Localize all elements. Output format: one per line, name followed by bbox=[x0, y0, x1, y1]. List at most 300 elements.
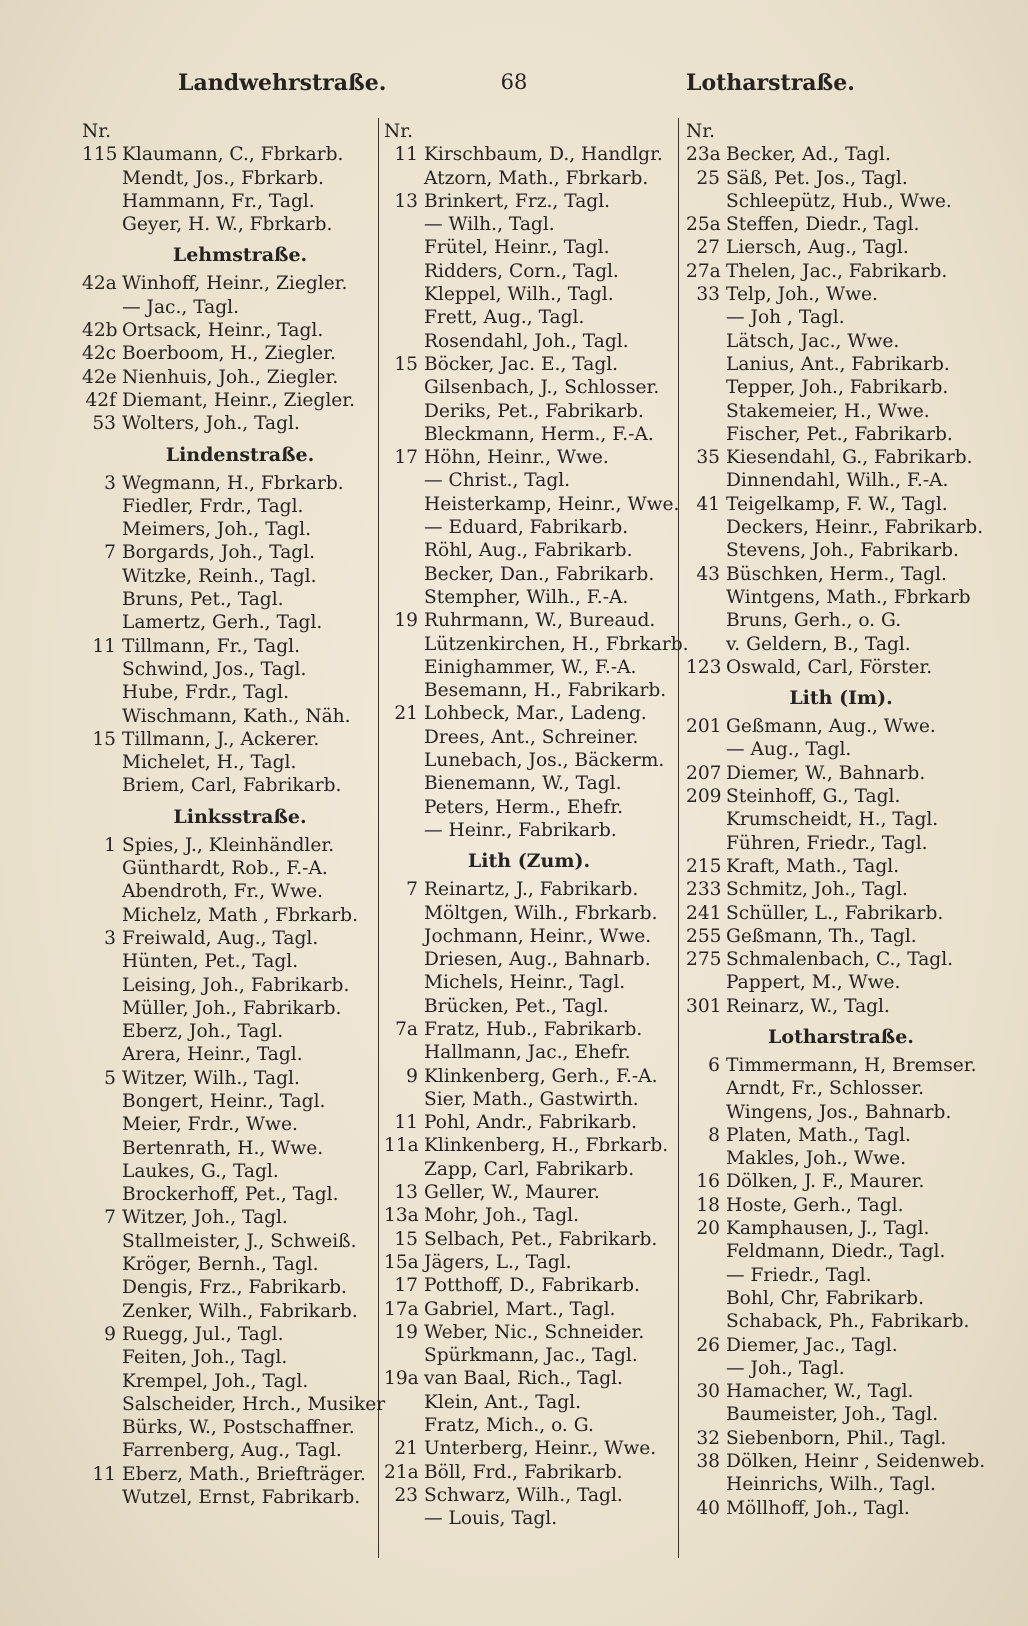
resident-name: Dölken, Heinr , Seidenweb. bbox=[726, 1451, 986, 1473]
house-number bbox=[384, 819, 424, 842]
resident-entry bbox=[82, 1253, 378, 1276]
house-number: 123 bbox=[686, 656, 722, 678]
resident-name: Lanius, Ant., Fabrikarb. bbox=[726, 353, 950, 375]
resident-name: Mendt, Jos., Fbrkarb. bbox=[122, 167, 324, 189]
house-number: 25 bbox=[696, 167, 720, 189]
resident-name: Bruns, Pet., Tagl. bbox=[122, 589, 284, 611]
resident-name: Reinarz, W., Tagl. bbox=[726, 995, 890, 1017]
resident-name: Bohl, Chr, Fabrikarb. bbox=[726, 1287, 924, 1309]
resident-name: v. Geldern, B., Tagl. bbox=[726, 633, 911, 655]
resident-name: Diemer, W., Bahnarb. bbox=[726, 762, 926, 784]
house-number bbox=[384, 772, 424, 795]
directory-column-2 bbox=[384, 120, 689, 1531]
resident-entry bbox=[82, 518, 378, 541]
resident-name: Schmitz, Joh., Tagl. bbox=[726, 879, 908, 901]
house-number bbox=[686, 423, 726, 446]
house-number bbox=[82, 1230, 122, 1253]
resident-name: Zenker, Wilh., Fabrikarb. bbox=[122, 1300, 358, 1322]
resident-name: Dinnendahl, Wilh., F.-A. bbox=[726, 470, 949, 492]
house-number: 7 bbox=[104, 1207, 116, 1229]
resident-entry bbox=[82, 342, 378, 365]
resident-entry bbox=[82, 635, 378, 658]
resident-name: Frett, Aug., Tagl. bbox=[424, 307, 585, 329]
resident-name: Steinhoff, G., Tagl. bbox=[726, 786, 901, 808]
resident-entry bbox=[384, 948, 674, 971]
house-number: 42c bbox=[82, 343, 117, 365]
house-number bbox=[384, 213, 424, 236]
resident-entry bbox=[384, 446, 674, 469]
resident-name: Hube, Frdr., Tagl. bbox=[122, 682, 289, 704]
house-number: 40 bbox=[696, 1497, 720, 1519]
resident-entry bbox=[82, 1300, 378, 1323]
house-number bbox=[384, 167, 424, 190]
resident-entry bbox=[82, 774, 378, 797]
house-number bbox=[384, 400, 424, 423]
resident-name: Boerboom, H., Ziegler. bbox=[122, 343, 336, 365]
resident-entry bbox=[384, 376, 674, 399]
house-number bbox=[82, 1439, 122, 1462]
house-number: 42b bbox=[82, 320, 118, 342]
house-number bbox=[82, 1346, 122, 1369]
resident-entry bbox=[384, 353, 674, 376]
resident-entry bbox=[686, 995, 996, 1018]
house-number: 5 bbox=[104, 1067, 116, 1089]
resident-entry bbox=[384, 1484, 674, 1507]
resident-name: Abendroth, Fr., Wwe. bbox=[122, 881, 323, 903]
house-number bbox=[686, 609, 726, 632]
resident-name: Wingens, Jos., Bahnarb. bbox=[726, 1101, 952, 1123]
house-number bbox=[82, 1090, 122, 1113]
resident-entry bbox=[384, 493, 680, 516]
resident-name: Hünten, Pet., Tagl. bbox=[122, 951, 299, 973]
resident-name: Krumscheidt, H., Tagl. bbox=[726, 809, 939, 831]
resident-entry bbox=[686, 948, 996, 971]
resident-entry bbox=[384, 1228, 674, 1251]
resident-entry bbox=[686, 1101, 996, 1124]
resident-name: Peters, Herm., Ehefr. bbox=[424, 796, 624, 818]
resident-entry bbox=[384, 1088, 674, 1111]
resident-name: Stallmeister, J., Schweiß. bbox=[122, 1230, 357, 1252]
directory-column-1 bbox=[82, 120, 386, 1509]
resident-entry bbox=[384, 971, 674, 994]
street-heading: Lotharstraße. bbox=[768, 1025, 914, 1048]
resident-entry bbox=[82, 167, 378, 190]
resident-name: Klinkenberg, Gerh., F.-A. bbox=[424, 1065, 658, 1087]
house-number: 21 bbox=[394, 1438, 418, 1460]
header-left-street: Landwehrstraße. bbox=[178, 70, 387, 96]
resident-name: Zapp, Carl, Fabrikarb. bbox=[424, 1158, 635, 1180]
resident-name: Thelen, Jac., Fabrikarb. bbox=[726, 260, 948, 282]
house-number bbox=[384, 563, 424, 586]
house-number: 215 bbox=[686, 855, 722, 877]
resident-entry bbox=[384, 772, 674, 795]
resident-name: Becker, Ad., Tagl. bbox=[726, 144, 891, 166]
house-number bbox=[686, 516, 726, 539]
house-number bbox=[82, 997, 122, 1020]
house-number bbox=[384, 330, 424, 353]
resident-entry bbox=[82, 681, 378, 704]
resident-entry bbox=[384, 1507, 674, 1530]
house-number: 17a bbox=[384, 1298, 419, 1320]
house-number bbox=[82, 1043, 122, 1066]
resident-name: Ruhrmann, W., Bureaud. bbox=[424, 610, 656, 632]
house-number bbox=[384, 796, 424, 819]
house-number: 15 bbox=[394, 1228, 418, 1250]
resident-name: Deckers, Heinr., Fabrikarb. bbox=[726, 517, 984, 539]
resident-name: Dengis, Frz., Fabrikarb. bbox=[122, 1277, 347, 1299]
resident-entry bbox=[82, 190, 378, 213]
resident-entry bbox=[686, 1473, 996, 1496]
resident-entry bbox=[384, 1111, 674, 1134]
house-number bbox=[384, 1391, 424, 1414]
resident-entry bbox=[82, 857, 378, 880]
house-number: 42f bbox=[85, 389, 116, 411]
house-number bbox=[82, 190, 122, 213]
page-number: 68 bbox=[500, 70, 528, 94]
resident-entry bbox=[686, 1264, 996, 1287]
street-heading: Linksstraße. bbox=[173, 805, 307, 828]
column-divider bbox=[378, 118, 379, 1558]
house-number bbox=[384, 1088, 424, 1111]
resident-entry bbox=[686, 190, 996, 213]
resident-entry bbox=[384, 1134, 674, 1157]
resident-name: Lamertz, Gerh., Tagl. bbox=[122, 612, 323, 634]
resident-entry bbox=[82, 611, 378, 634]
house-number bbox=[82, 1486, 122, 1509]
house-number: 233 bbox=[686, 879, 722, 901]
resident-name: Tillmann, Fr., Tagl. bbox=[122, 635, 301, 657]
resident-entry bbox=[686, 1334, 996, 1357]
resident-name: Stevens, Joh., Fabrikarb. bbox=[726, 540, 959, 562]
resident-entry bbox=[686, 1077, 996, 1100]
resident-entry bbox=[686, 1380, 996, 1403]
resident-name: Weber, Nic., Schneider. bbox=[424, 1321, 645, 1343]
resident-name: Wolters, Joh., Tagl. bbox=[122, 413, 300, 435]
resident-entry bbox=[686, 353, 996, 376]
resident-name: Besemann, H., Fabrikarb. bbox=[424, 680, 667, 702]
resident-entry bbox=[82, 927, 378, 950]
resident-name: Wegmann, H., Fbrkarb. bbox=[122, 472, 344, 494]
resident-name: Klein, Ant., Tagl. bbox=[424, 1391, 581, 1413]
resident-entry bbox=[384, 260, 674, 283]
resident-name: Fratz, Hub., Fabrikarb. bbox=[424, 1018, 643, 1040]
resident-entry bbox=[82, 1113, 378, 1136]
resident-name: Atzorn, Math., Fbrkarb. bbox=[424, 167, 649, 189]
house-number: 15a bbox=[384, 1251, 419, 1273]
directory-column-3 bbox=[686, 120, 996, 1520]
resident-entry bbox=[686, 306, 996, 329]
resident-entry bbox=[686, 1217, 996, 1240]
house-number bbox=[384, 749, 424, 772]
resident-entry bbox=[384, 878, 674, 901]
resident-entry bbox=[686, 902, 996, 925]
house-number bbox=[384, 493, 424, 516]
house-number: 41 bbox=[696, 493, 720, 515]
resident-entry bbox=[686, 1357, 996, 1380]
resident-name: Baumeister, Joh., Tagl. bbox=[726, 1404, 939, 1426]
resident-name: Gilsenbach, J., Schlosser. bbox=[424, 377, 660, 399]
resident-entry bbox=[686, 143, 996, 166]
resident-name: Potthoff, D., Fabrikarb. bbox=[424, 1275, 640, 1297]
resident-entry bbox=[82, 904, 378, 927]
resident-name: Salscheider, Hrch., Musiker bbox=[122, 1393, 386, 1415]
house-number: 30 bbox=[696, 1381, 720, 1403]
resident-name: Kirschbaum, D., Handlgr. bbox=[424, 144, 663, 166]
resident-name: Leising, Joh., Fabrikarb. bbox=[122, 974, 350, 996]
resident-name: Schüller, L., Fabrikarb. bbox=[726, 902, 944, 924]
resident-name: Becker, Dan., Fabrikarb. bbox=[424, 563, 655, 585]
resident-name: Selbach, Pet., Fabrikarb. bbox=[424, 1228, 658, 1250]
resident-entry bbox=[384, 1251, 674, 1274]
house-number bbox=[82, 1160, 122, 1183]
resident-entry bbox=[82, 412, 378, 435]
resident-entry bbox=[82, 1323, 378, 1346]
resident-entry bbox=[384, 1344, 674, 1367]
column-number-label bbox=[384, 120, 674, 143]
resident-entry bbox=[82, 296, 378, 319]
resident-entry bbox=[384, 236, 674, 259]
house-number: 7 bbox=[406, 879, 418, 901]
house-number bbox=[82, 1300, 122, 1323]
resident-name: Schaback, Ph., Fabrikarb. bbox=[726, 1311, 970, 1333]
resident-name: Diemer, Jac., Tagl. bbox=[726, 1334, 898, 1356]
resident-entry bbox=[686, 1170, 996, 1193]
resident-name: Steffen, Diedr., Tagl. bbox=[726, 214, 920, 236]
house-number bbox=[384, 1344, 424, 1367]
house-number bbox=[82, 611, 122, 634]
house-number: 42a bbox=[82, 273, 117, 295]
resident-name: Kleppel, Wilh., Tagl. bbox=[424, 284, 614, 306]
house-number: 21 bbox=[394, 703, 418, 725]
resident-entry bbox=[384, 1414, 674, 1437]
resident-entry bbox=[82, 1439, 378, 1462]
house-number: 42e bbox=[82, 366, 117, 388]
resident-entry bbox=[82, 1206, 378, 1229]
resident-name: Meimers, Joh., Tagl. bbox=[122, 519, 312, 541]
resident-entry bbox=[384, 469, 674, 492]
resident-name: Wintgens, Math., Fbrkarb bbox=[726, 586, 971, 608]
house-number: 255 bbox=[686, 925, 722, 947]
house-number bbox=[384, 539, 424, 562]
resident-name: Einighammer, W., F.-A. bbox=[424, 656, 637, 678]
house-number: 11 bbox=[394, 1112, 418, 1134]
house-number: 201 bbox=[686, 716, 722, 738]
resident-entry bbox=[686, 1124, 996, 1147]
resident-name: Heisterkamp, Heinr., Wwe. bbox=[424, 493, 680, 515]
house-number bbox=[686, 1240, 726, 1263]
house-number bbox=[384, 1041, 424, 1064]
house-number: Nr. bbox=[686, 121, 716, 142]
resident-name: Hamacher, W., Tagl. bbox=[726, 1381, 914, 1403]
resident-entry bbox=[686, 656, 996, 679]
resident-name: Säß, Pet. Jos., Tagl. bbox=[726, 167, 908, 189]
house-number: 1 bbox=[104, 834, 116, 856]
resident-name: Arera, Heinr., Tagl. bbox=[122, 1044, 303, 1066]
house-number bbox=[686, 1473, 726, 1496]
resident-entry bbox=[384, 330, 674, 353]
house-number bbox=[82, 1276, 122, 1299]
house-number: 38 bbox=[696, 1451, 720, 1473]
resident-name: Hoste, Gerh., Tagl. bbox=[726, 1194, 904, 1216]
house-number bbox=[686, 1147, 726, 1170]
resident-name: Mohr, Joh., Tagl. bbox=[424, 1205, 580, 1227]
house-number: 13a bbox=[384, 1205, 419, 1227]
resident-entry bbox=[384, 796, 674, 819]
resident-name: Sier, Math., Gastwirth. bbox=[424, 1088, 639, 1110]
house-number: 11 bbox=[92, 1463, 116, 1485]
resident-name: Deriks, Pet., Fabrikarb. bbox=[424, 400, 644, 422]
house-number: 32 bbox=[696, 1427, 720, 1449]
resident-name: Dölken, J. F., Maurer. bbox=[726, 1171, 925, 1193]
house-number bbox=[686, 808, 726, 831]
resident-name: Ridders, Corn., Tagl. bbox=[424, 260, 619, 282]
resident-name: Witzer, Joh., Tagl. bbox=[122, 1207, 288, 1229]
resident-name: Platen, Math., Tagl. bbox=[726, 1124, 911, 1146]
resident-entry bbox=[686, 1450, 996, 1473]
resident-name: Schleepütz, Hub., Wwe. bbox=[726, 190, 952, 212]
resident-name: Kröger, Bernh., Tagl. bbox=[122, 1254, 319, 1276]
resident-name: Geßmann, Aug., Wwe. bbox=[726, 716, 936, 738]
resident-name: Spürkmann, Jac., Tagl. bbox=[424, 1345, 638, 1367]
resident-name: Drees, Ant., Schreiner. bbox=[424, 726, 639, 748]
house-number bbox=[686, 400, 726, 423]
resident-entry bbox=[686, 855, 996, 878]
resident-name: Schmalenbach, C., Tagl. bbox=[726, 949, 954, 971]
resident-name: — Louis, Tagl. bbox=[424, 1508, 558, 1530]
resident-name: — Joh., Tagl. bbox=[726, 1357, 845, 1379]
resident-name: — Wilh., Tagl. bbox=[424, 214, 555, 236]
resident-name: Driesen, Aug., Bahnarb. bbox=[424, 949, 651, 971]
resident-name: Ortsack, Heinr., Tagl. bbox=[122, 320, 324, 342]
resident-name: Pappert, M., Wwe. bbox=[726, 972, 901, 994]
house-number bbox=[82, 950, 122, 973]
house-number: 17 bbox=[394, 1275, 418, 1297]
resident-name: Teigelkamp, F. W., Tagl. bbox=[726, 493, 948, 515]
house-number: 301 bbox=[686, 995, 722, 1017]
resident-name: Eberz, Joh., Tagl. bbox=[122, 1021, 284, 1043]
resident-entry bbox=[82, 389, 378, 412]
resident-entry bbox=[384, 925, 674, 948]
resident-name: Meier, Frdr., Wwe. bbox=[122, 1114, 298, 1136]
house-number: 11a bbox=[384, 1135, 419, 1157]
house-number: 27a bbox=[686, 260, 721, 282]
house-number: 27 bbox=[696, 237, 720, 259]
resident-name: Führen, Friedr., Tagl. bbox=[726, 832, 928, 854]
resident-name: Bleckmann, Herm., F.-A. bbox=[424, 423, 654, 445]
house-number: Nr. bbox=[82, 121, 112, 142]
resident-entry bbox=[82, 834, 378, 857]
resident-entry bbox=[686, 1240, 996, 1263]
resident-name: Kiesendahl, G., Fabrikarb. bbox=[726, 447, 973, 469]
resident-name: Tillmann, J., Ackerer. bbox=[122, 728, 320, 750]
resident-name: Diemant, Heinr., Ziegler. bbox=[122, 389, 356, 411]
resident-name: Kraft, Math., Tagl. bbox=[726, 855, 900, 877]
resident-name: Arndt, Fr., Schlosser. bbox=[726, 1078, 925, 1100]
house-number: 18 bbox=[696, 1194, 720, 1216]
resident-entry bbox=[384, 563, 674, 586]
resident-name: Böcker, Jac. E., Tagl. bbox=[424, 353, 619, 375]
house-number: 11 bbox=[394, 144, 418, 166]
house-number: 115 bbox=[82, 144, 118, 166]
resident-name: Eberz, Math., Briefträger. bbox=[122, 1463, 366, 1485]
resident-entry bbox=[686, 762, 996, 785]
resident-entry bbox=[82, 974, 378, 997]
resident-entry bbox=[82, 213, 378, 236]
resident-entry bbox=[384, 1274, 674, 1297]
resident-entry bbox=[384, 995, 674, 1018]
resident-entry bbox=[686, 715, 996, 738]
resident-name: Hammann, Fr., Tagl. bbox=[122, 190, 315, 212]
resident-entry bbox=[686, 376, 996, 399]
house-number bbox=[82, 167, 122, 190]
resident-entry bbox=[686, 493, 996, 516]
house-number bbox=[82, 213, 122, 236]
resident-entry bbox=[82, 1416, 378, 1439]
resident-name: Rosendahl, Joh., Tagl. bbox=[424, 330, 629, 352]
resident-name: Lunebach, Jos., Bäckerm. bbox=[424, 750, 665, 772]
resident-name: Tepper, Joh., Fabrikarb. bbox=[726, 377, 949, 399]
resident-name: — Christ., Tagl. bbox=[424, 470, 571, 492]
resident-name: — Heinr., Fabrikarb. bbox=[424, 819, 617, 841]
resident-entry bbox=[82, 472, 378, 495]
resident-entry bbox=[384, 1181, 674, 1204]
resident-name: Böll, Frd., Fabrikarb. bbox=[424, 1461, 623, 1483]
resident-name: — Eduard, Fabrikarb. bbox=[424, 517, 629, 539]
house-number bbox=[384, 516, 424, 539]
house-number bbox=[384, 656, 424, 679]
header-right-street: Lotharstraße. bbox=[686, 70, 855, 96]
house-number bbox=[686, 738, 726, 761]
resident-name: Bienemann, W., Tagl. bbox=[424, 773, 622, 795]
house-number bbox=[82, 681, 122, 704]
resident-name: Lohbeck, Mar., Ladeng. bbox=[424, 703, 647, 725]
house-number bbox=[384, 260, 424, 283]
resident-entry bbox=[686, 925, 996, 948]
house-number: 275 bbox=[686, 949, 722, 971]
resident-name: Bruns, Gerh., o. G. bbox=[726, 610, 902, 632]
house-number bbox=[384, 948, 424, 971]
house-number bbox=[82, 904, 122, 927]
resident-entry bbox=[384, 1158, 674, 1181]
resident-name: Michelet, H., Tagl. bbox=[122, 752, 297, 774]
resident-entry bbox=[686, 539, 996, 562]
resident-entry bbox=[686, 971, 996, 994]
resident-entry bbox=[82, 1067, 378, 1090]
resident-entry bbox=[82, 751, 378, 774]
resident-name: Kamphausen, J., Tagl. bbox=[726, 1218, 930, 1240]
house-number bbox=[686, 539, 726, 562]
resident-entry bbox=[82, 1183, 378, 1206]
resident-entry bbox=[686, 469, 996, 492]
resident-name: Witzer, Wilh., Tagl. bbox=[122, 1067, 300, 1089]
resident-entry bbox=[686, 516, 996, 539]
resident-name: Michels, Heinr., Tagl. bbox=[424, 972, 626, 994]
resident-entry bbox=[686, 563, 996, 586]
resident-entry bbox=[384, 400, 674, 423]
house-number bbox=[82, 751, 122, 774]
house-number: 8 bbox=[708, 1124, 720, 1146]
resident-entry bbox=[384, 679, 674, 702]
house-number bbox=[82, 1370, 122, 1393]
resident-entry bbox=[82, 1370, 378, 1393]
resident-name: Klaumann, C., Fbrkarb. bbox=[122, 144, 344, 166]
resident-entry bbox=[82, 1020, 378, 1043]
resident-entry bbox=[82, 565, 378, 588]
house-number bbox=[384, 633, 424, 656]
resident-entry bbox=[686, 785, 996, 808]
resident-entry bbox=[384, 1041, 674, 1064]
house-number: 16 bbox=[696, 1171, 720, 1193]
